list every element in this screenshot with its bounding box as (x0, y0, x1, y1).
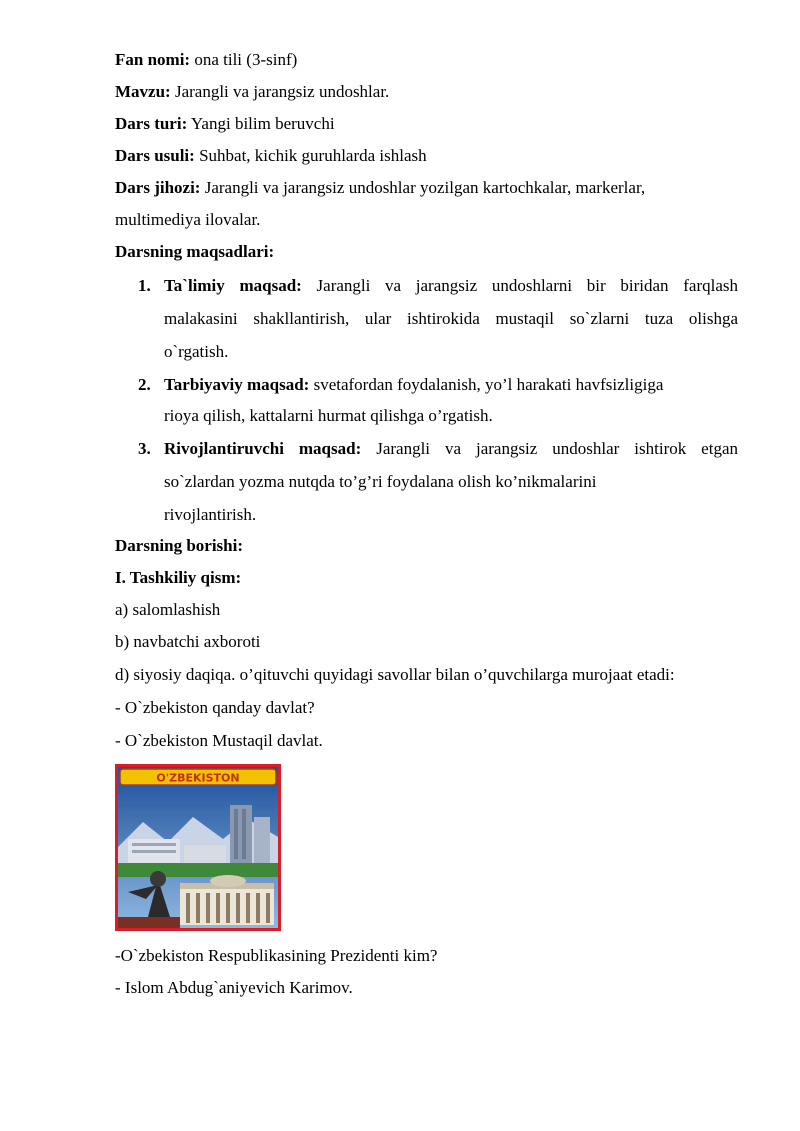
progress-line-b: b) navbatchi axboroti (115, 632, 261, 651)
goal-number-2: 2. (138, 375, 151, 394)
lesson-method-value: Suhbat, kichik guruhlarda ishlash (194, 146, 427, 165)
progress-line-a: a) salomlashish (115, 600, 221, 619)
president-question: -O`zbekiston Respublikasining Prezidenti kim? (115, 946, 438, 965)
president-answer: - Islom Abdug`aniyevich Karimov. (115, 978, 353, 997)
answer-line: - O`zbekiston Mustaqil davlat. (115, 731, 323, 750)
lesson-method-line (115, 145, 427, 167)
lesson-equipment-value: Jarangli va jarangsiz undoshlar yozilgan kartochkalar, markerlar, (200, 178, 646, 197)
section-heading: I. Tashkiliy qism: (115, 568, 242, 587)
goal-1-line-1 (164, 275, 738, 297)
progress-line-d: d) siyosiy daqiqa. o’qituvchi quyidagi savollar bilan o’quvchilarga murojaat etadi: (115, 665, 675, 684)
topic-line (115, 81, 389, 103)
goal-2-label: Tarbiyaviy maqsad: (164, 375, 310, 394)
goal-2-text: svetafordan foydalanish, yo’l harakati havfsizligiga (309, 375, 664, 394)
lesson-equipment-continued: multimediya ilovalar. (115, 210, 261, 229)
subject-label: Fan nomi: (115, 50, 191, 69)
goal-1-line-3: o`rgatish. (164, 342, 229, 361)
lesson-method-label: Dars usuli: (115, 146, 195, 165)
progress-heading: Darsning borishi: (115, 536, 243, 555)
question-line: - O`zbekiston qanday davlat? (115, 698, 315, 717)
uzbekistan-picture (115, 764, 281, 931)
banner-text: O'ZBEKISTON (156, 771, 240, 785)
goal-1-text: Jarangli va jarangsiz undoshlarni bir biridan farqlash (301, 276, 738, 295)
goal-3-line-2: so`zlardan yozma nutqda to’g’ri foydalana olish ko’nikmalarini (164, 472, 597, 491)
goal-number-3: 3. (138, 439, 151, 458)
goal-1-label: Ta`limiy maqsad: (164, 276, 302, 295)
lesson-equipment-label: Dars jihozi: (115, 178, 201, 197)
goal-3-label: Rivojlantiruvchi maqsad: (164, 439, 362, 458)
topic-label: Mavzu: (115, 82, 171, 101)
goal-3-line-1 (164, 438, 738, 460)
goal-3-text: Jarangli va jarangsiz undoshlar ishtirok etgan (361, 439, 738, 458)
uzbekistan-collage (118, 767, 278, 928)
lesson-type-line (115, 113, 335, 135)
topic-value: Jarangli va jarangsiz undoshlar. (170, 82, 390, 101)
goal-2-line-2: rioya qilish, kattalarni hurmat qilishga o’rgatish. (164, 406, 493, 425)
goal-number-1: 1. (138, 276, 151, 295)
lesson-equipment-line (115, 177, 645, 199)
goals-heading: Darsning maqsadlari: (115, 242, 275, 261)
lesson-type-label: Dars turi: (115, 114, 188, 133)
lesson-type-value: Yangi bilim beruvchi (187, 114, 335, 133)
goal-3-line-3: rivojlantirish. (164, 505, 257, 524)
subject-line (115, 49, 297, 71)
subject-value: ona tili (3-sinf) (190, 50, 298, 69)
goal-2-line-1 (164, 374, 663, 396)
goal-1-line-2: malakasini shakllantirish, ular ishtirokida mustaqil so`zlarni tuza olishga (164, 309, 738, 328)
